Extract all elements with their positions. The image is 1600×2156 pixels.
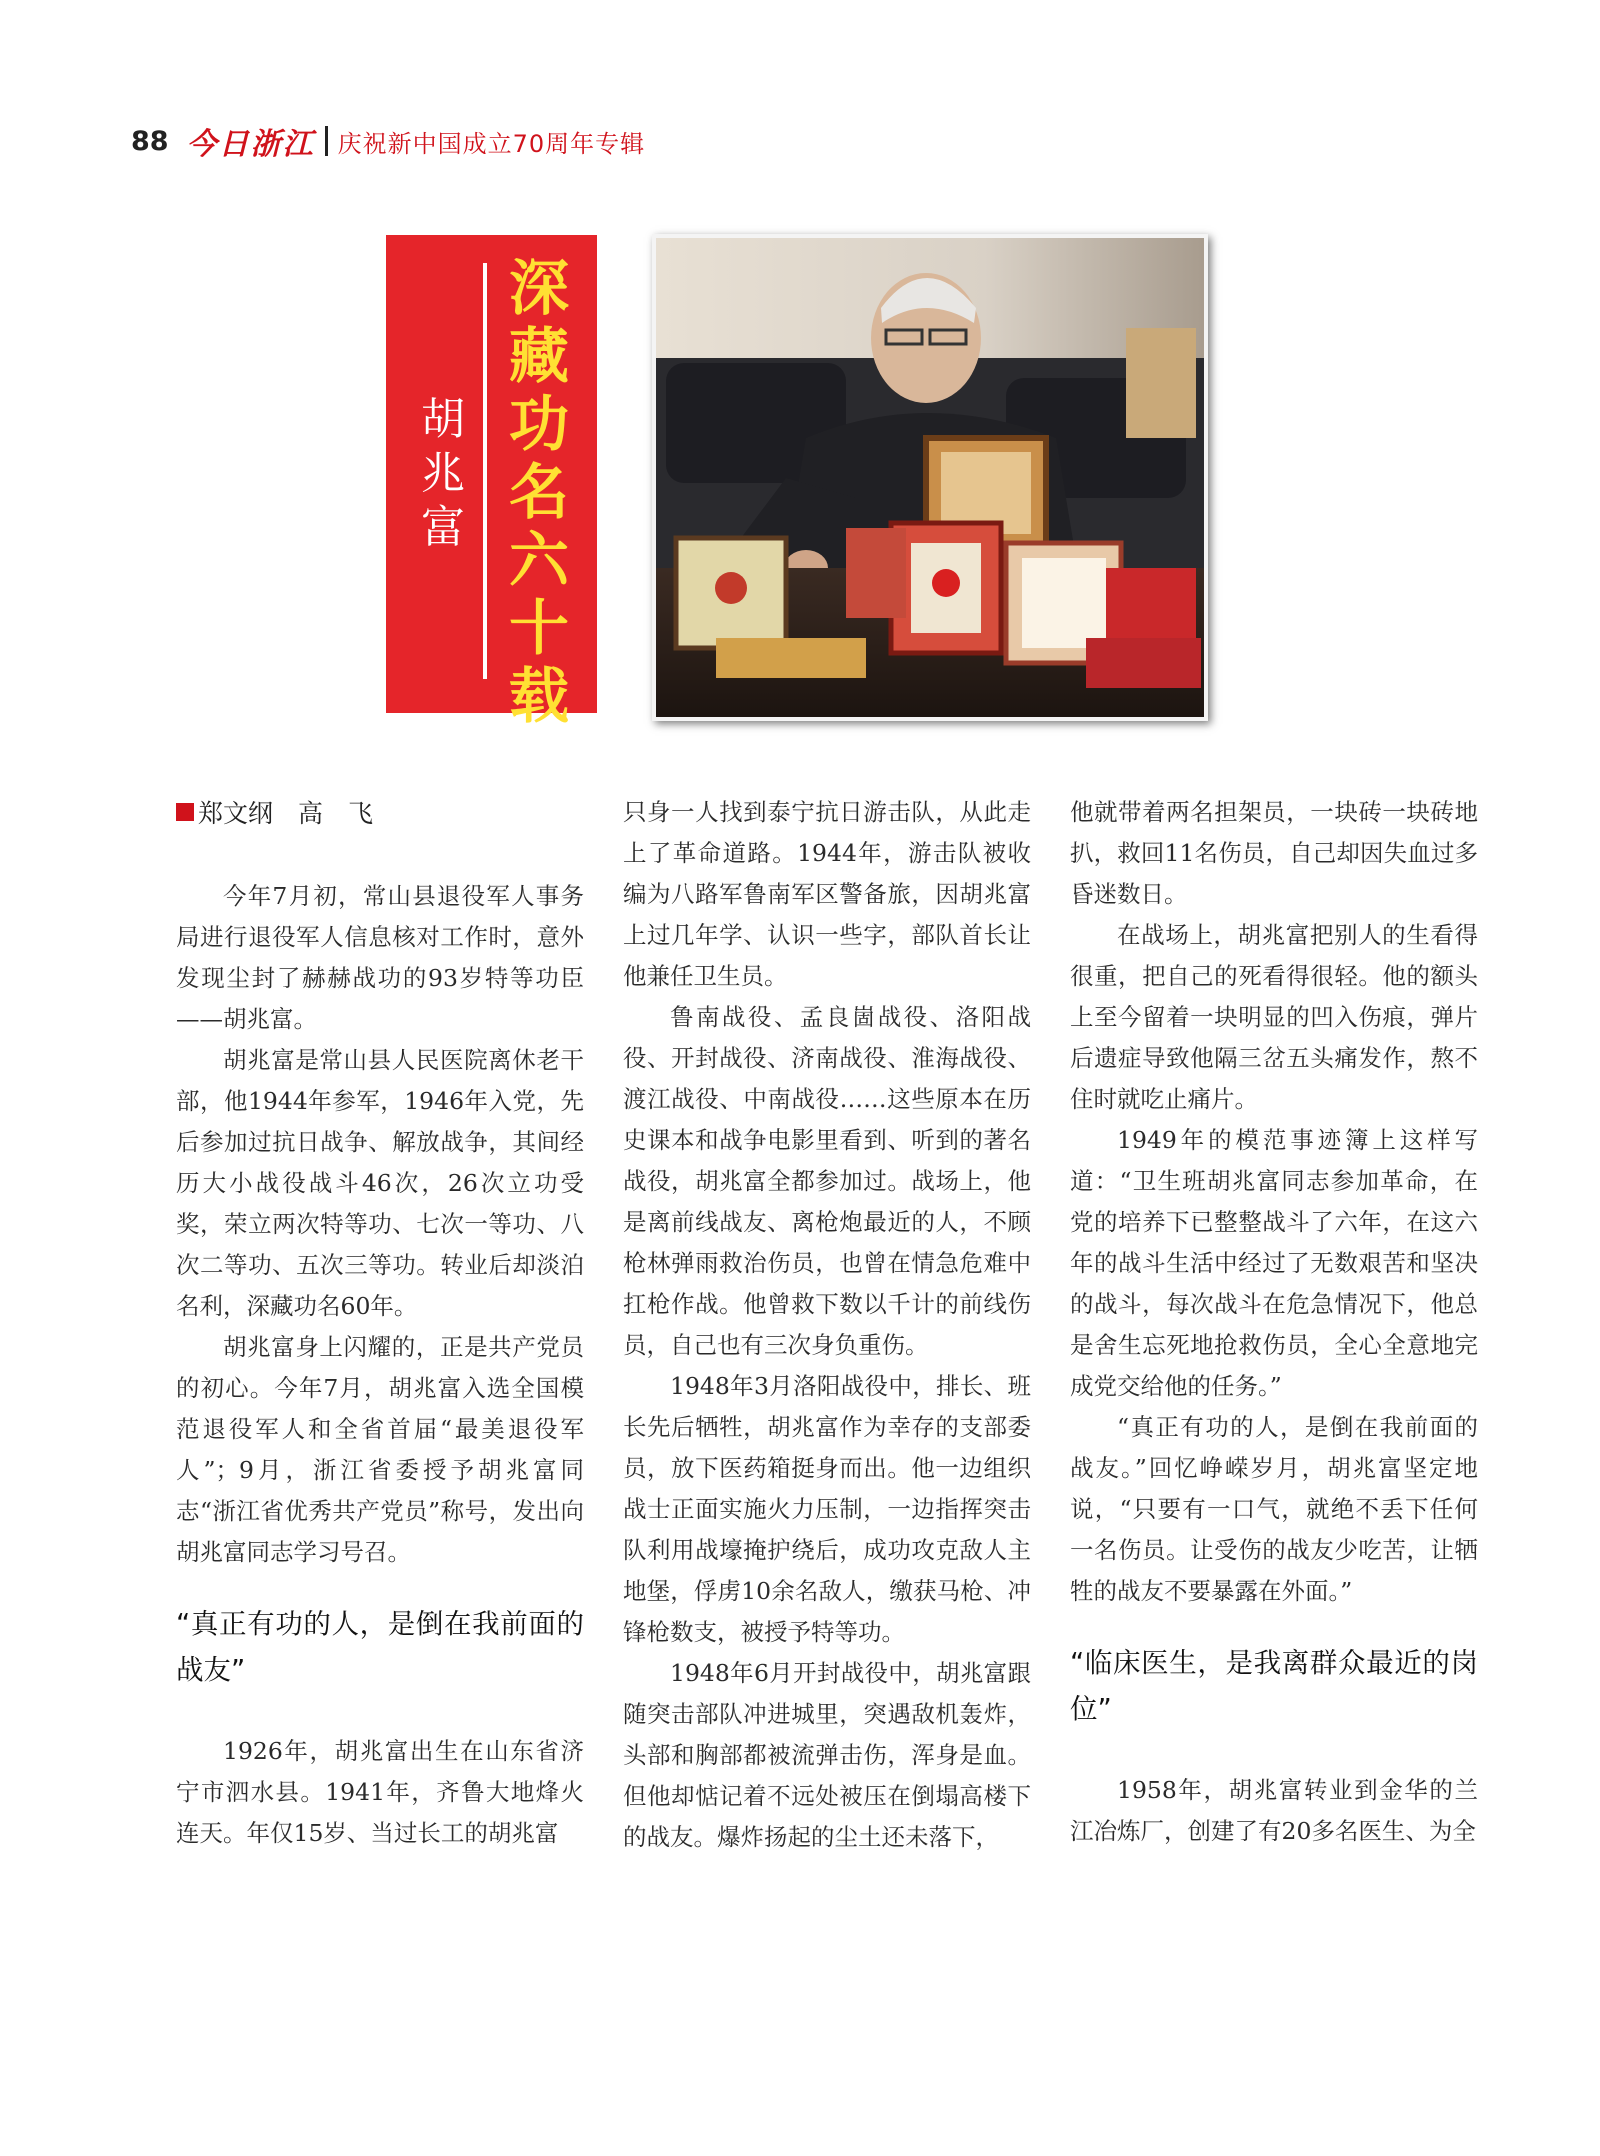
paragraph: 1948年6月开封战役中，胡兆富跟随突击部队冲进城里，突遇敌机轰炸，头部和胸部都被流弹击伤，浑身是血。但他却惦记着不远处被压在倒塌高楼下的战友。爆炸扬起的尘土还未落下，	[623, 1659, 1031, 1851]
paragraph: 他就带着两名担架员，一块砖一块砖地扒，救回11名伤员，自己却因失血过多昏迷数日。	[1070, 798, 1478, 908]
title-char: 藏	[509, 322, 569, 392]
paragraph: 只身一人找到泰宁抗日游击队，从此走上了革命道路。1944年，游击队被收编为八路军鲁南军区警备旅，因胡兆富上过几年学、认识一些字，部队首长让他兼任卫生员。	[623, 798, 1031, 990]
title-char: 功	[509, 390, 569, 460]
title-char: 载	[509, 662, 569, 732]
byline-authors: 郑文纲 高 飞	[198, 799, 374, 828]
person-name-char: 胡	[421, 394, 465, 445]
title-char: 深	[509, 254, 569, 324]
page-number: 88	[131, 125, 169, 157]
paragraph: 胡兆富是常山县人民医院离休老干部，他1944年参军，1946年入党，先后参加过抗日战争、解放战争，其间经历大小战役战斗46次，26次立功受奖，荣立两次特等功、七次一等功、八次二等功、五次三等功。转业后却淡泊名利，深藏功名60年。	[176, 1046, 584, 1320]
title-char: 十	[509, 594, 569, 664]
title-banner	[386, 235, 597, 732]
text-column-1	[176, 876, 584, 1854]
paragraph: 1958年，胡兆富转业到金华的兰江冶炼厂，创建了有20多名医生、为全	[1070, 1776, 1478, 1845]
magazine-logo: 今日浙江	[186, 127, 315, 162]
portrait-photo	[652, 234, 1208, 721]
byline-marker	[176, 803, 194, 821]
paragraph: 1949年的模范事迹簿上这样写道：“卫生班胡兆富同志参加革命，在党的培养下已整整战斗了六年，在这六年的战斗生活中经过了无数艰苦和坚决的战斗，每次战斗在危急情况下，他总是舍生忘死地抢救伤员，全心全意地完成党交给他的任务。”	[1070, 1126, 1478, 1400]
title-divider	[483, 263, 487, 679]
article-title	[504, 255, 574, 731]
paragraph: “真正有功的人，是倒在我前面的战友。”回忆峥嵘岁月，胡兆富坚定地说，“只要有一口气，就绝不丢下任何一名伤员。让受伤的战友少吃苦，让牺牲的战友不要暴露在外面。”	[1070, 1413, 1478, 1605]
byline	[176, 794, 373, 830]
paragraph: 鲁南战役、孟良崮战役、洛阳战役、开封战役、济南战役、淮海战役、渡江战役、中南战役……这些原本在历史课本和战争电影里看到、听到的著名战役，胡兆富全都参加过。战场上，他是离前线战友、离枪炮最近的人，不顾枪林弹雨救治伤员，也曾在情急危难中扛枪作战。他曾救下数以千计的前线伤员，自己也有三次身负重伤。	[623, 1003, 1031, 1359]
text-column-3	[1070, 792, 1478, 1852]
header-divider	[325, 126, 328, 156]
page-header	[131, 118, 645, 164]
person-name	[416, 393, 470, 555]
person-name-char: 兆	[421, 448, 465, 499]
title-char: 名	[509, 458, 569, 528]
portrait-photo-illustration	[656, 238, 1204, 717]
paragraph: 1948年3月洛阳战役中，排长、班长先后牺牲，胡兆富作为幸存的支部委员，放下医药箱挺身而出。他一边组织战士正面实施火力压制，一边指挥突击队利用战壕掩护绕后，成功攻克敌人主地堡，俘虏10余名敌人，缴获马枪、冲锋枪数支，被授予特等功。	[623, 1372, 1031, 1646]
paragraph: 在战场上，胡兆富把别人的生看得很重，把自己的死看得很轻。他的额头上至今留着一块明显的凹入伤痕，弹片后遗症导致他隔三岔五头痛发作，熬不住时就吃止痛片。	[1070, 921, 1478, 1113]
paragraph: 今年7月初，常山县退役军人事务局进行退役军人信息核对工作时，意外发现尘封了赫赫战功的93岁特等功臣——胡兆富。	[176, 882, 584, 1033]
subheading: “临床医生，是我离群众最近的岗位”	[1070, 1647, 1478, 1725]
subheading: “真正有功的人，是倒在我前面的战友”	[176, 1608, 584, 1686]
title-char: 六	[509, 526, 569, 596]
person-name-char: 富	[421, 502, 465, 553]
text-column-2	[623, 792, 1031, 1858]
paragraph: 胡兆富身上闪耀的，正是共产党员的初心。今年7月，胡兆富入选全国模范退役军人和全省首届“最美退役军人”；9月，浙江省委授予胡兆富同志“浙江省优秀共产党员”称号，发出向胡兆富同志学习号召。	[176, 1333, 584, 1566]
section-title: 庆祝新中国成立70周年专辑	[337, 129, 646, 158]
paragraph: 1926年，胡兆富出生在山东省济宁市泗水县。1941年，齐鲁大地烽火连天。年仅15岁、当过长工的胡兆富	[176, 1737, 584, 1847]
